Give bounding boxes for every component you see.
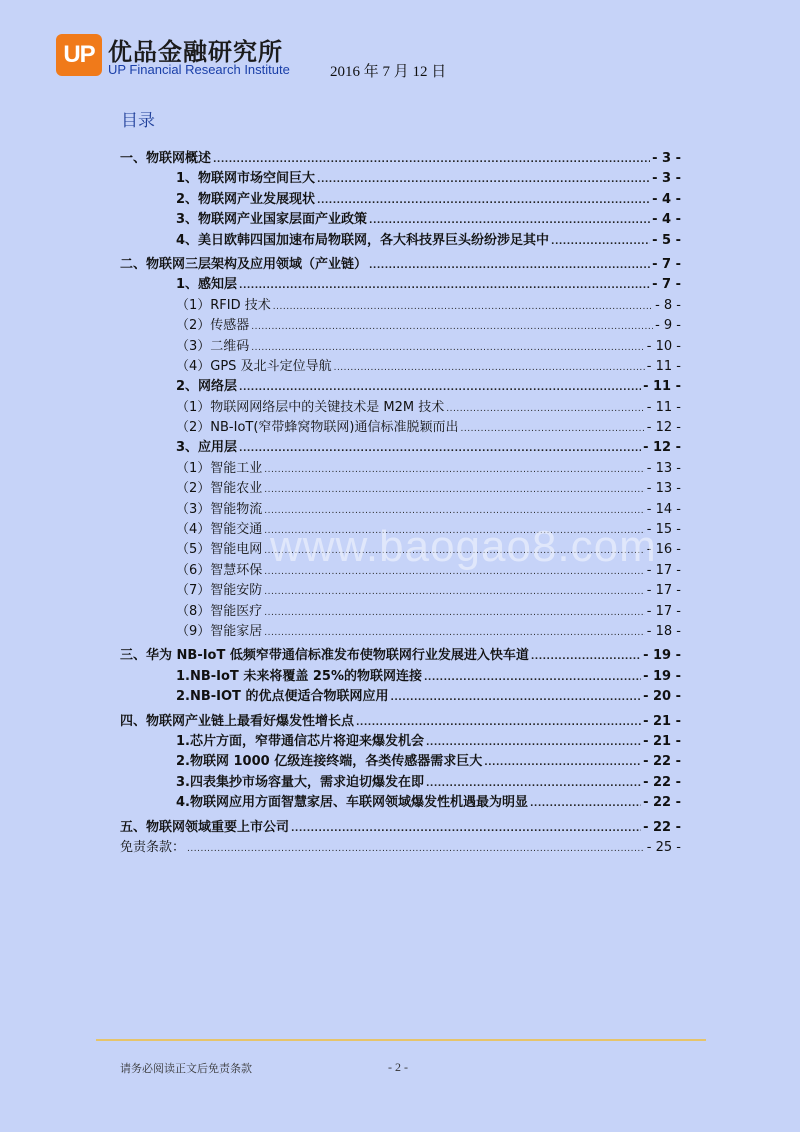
report-date: 2016 年 7 月 12 日 [330,64,447,80]
toc-entry[interactable]: （1）RFID 技术 ..... - 8 - [120,294,681,314]
toc-entry[interactable]: 4.物联网应用方面智慧家居、车联网领域爆发性机遇最为明显 ..... - 22 - [120,791,681,811]
toc-entry[interactable]: 1、物联网市场空间巨大 ..... - 3 - [120,167,681,187]
footer-disclaimer-note: 请务必阅读正文后免责条款 [120,1062,252,1075]
toc-entry[interactable]: 2、网络层 ..... - 11 - [120,375,681,395]
toc-entry[interactable]: 4、美日欧韩四国加速布局物联网，各大科技界巨头纷纷涉足其中 ..... - 5 - [120,229,681,249]
toc-entry[interactable]: 三、华为 NB-IoT 低频窄带通信标准发布使物联网行业发展进入快车道 ..... - 19 - [120,644,681,664]
table-of-contents [120,147,681,856]
toc-entry[interactable]: （6）智慧环保 ..... - 17 - [120,559,681,579]
toc-entry[interactable]: （8）智能医疗 ..... - 17 - [120,600,681,620]
logo-mark: UP [56,34,102,76]
toc-entry[interactable]: 3.四表集抄市场容量大，需求迫切爆发在即 ..... - 22 - [120,771,681,791]
toc-entry[interactable]: （1）物联网网络层中的关键技术是 M2M 技术 ..... - 11 - [120,396,681,416]
watermark: www.baogao8.com [270,522,657,571]
toc-entry[interactable]: （3）二维码 ..... - 10 - [120,335,681,355]
toc-entry[interactable]: 1.NB-IoT 未来将覆盖 25%的物联网连接 ..... - 19 - [120,665,681,685]
brand-name-en: UP Financial Research Institute [108,62,290,77]
toc-entry[interactable]: 五、物联网领域重要上市公司 ..... - 22 - [120,816,681,836]
toc-entry[interactable]: （4）智能交通 ..... - 15 - [120,518,681,538]
toc-entry[interactable]: 一、物联网概述 ..... - 3 - [120,147,681,167]
toc-entry[interactable]: （5）智能电网 ..... - 16 - [120,538,681,558]
toc-entry[interactable]: 1.芯片方面，窄带通信芯片将迎来爆发机会 ..... - 21 - [120,730,681,750]
toc-entry[interactable]: （1）智能工业 ..... - 13 - [120,457,681,477]
footer-page-number: - 2 - [388,1060,408,1074]
toc-title: 目录 [121,111,155,131]
toc-entry[interactable]: 四、物联网产业链上最看好爆发性增长点 ..... - 21 - [120,710,681,730]
toc-entry[interactable]: （3）智能物流 ..... - 14 - [120,498,681,518]
toc-entry[interactable]: （4）GPS 及北斗定位导航 ..... - 11 - [120,355,681,375]
toc-entry[interactable]: （2）传感器 ..... - 9 - [120,314,681,334]
toc-entry[interactable]: 3、物联网产业国家层面产业政策 ..... - 4 - [120,208,681,228]
toc-entry[interactable]: （2）NB-IoT(窄带蜂窝物联网)通信标准脱颖而出 ..... - 12 - [120,416,681,436]
toc-entry[interactable]: 二、物联网三层架构及应用领域（产业链） ..... - 7 - [120,253,681,273]
toc-entry[interactable]: 2.NB-IOT 的优点便适合物联网应用 ..... - 20 - [120,685,681,705]
toc-entry[interactable]: 2、物联网产业发展现状 ..... - 4 - [120,188,681,208]
brand-name-cn: 优品金融研究所 [108,38,283,66]
toc-entry[interactable]: 1、感知层 ..... - 7 - [120,273,681,293]
toc-entry[interactable]: 2.物联网 1000 亿级连接终端，各类传感器需求巨大 ..... - 22 - [120,750,681,770]
toc-entry[interactable]: 3、应用层 ..... - 12 - [120,436,681,456]
footer-divider [96,1039,706,1041]
toc-entry[interactable]: （7）智能安防 ..... - 17 - [120,579,681,599]
toc-entry[interactable]: 免责条款： ..... - 25 - [120,836,681,856]
toc-entry[interactable]: （2）智能农业 ..... - 13 - [120,477,681,497]
toc-entry[interactable]: （9）智能家居 ..... - 18 - [120,620,681,640]
